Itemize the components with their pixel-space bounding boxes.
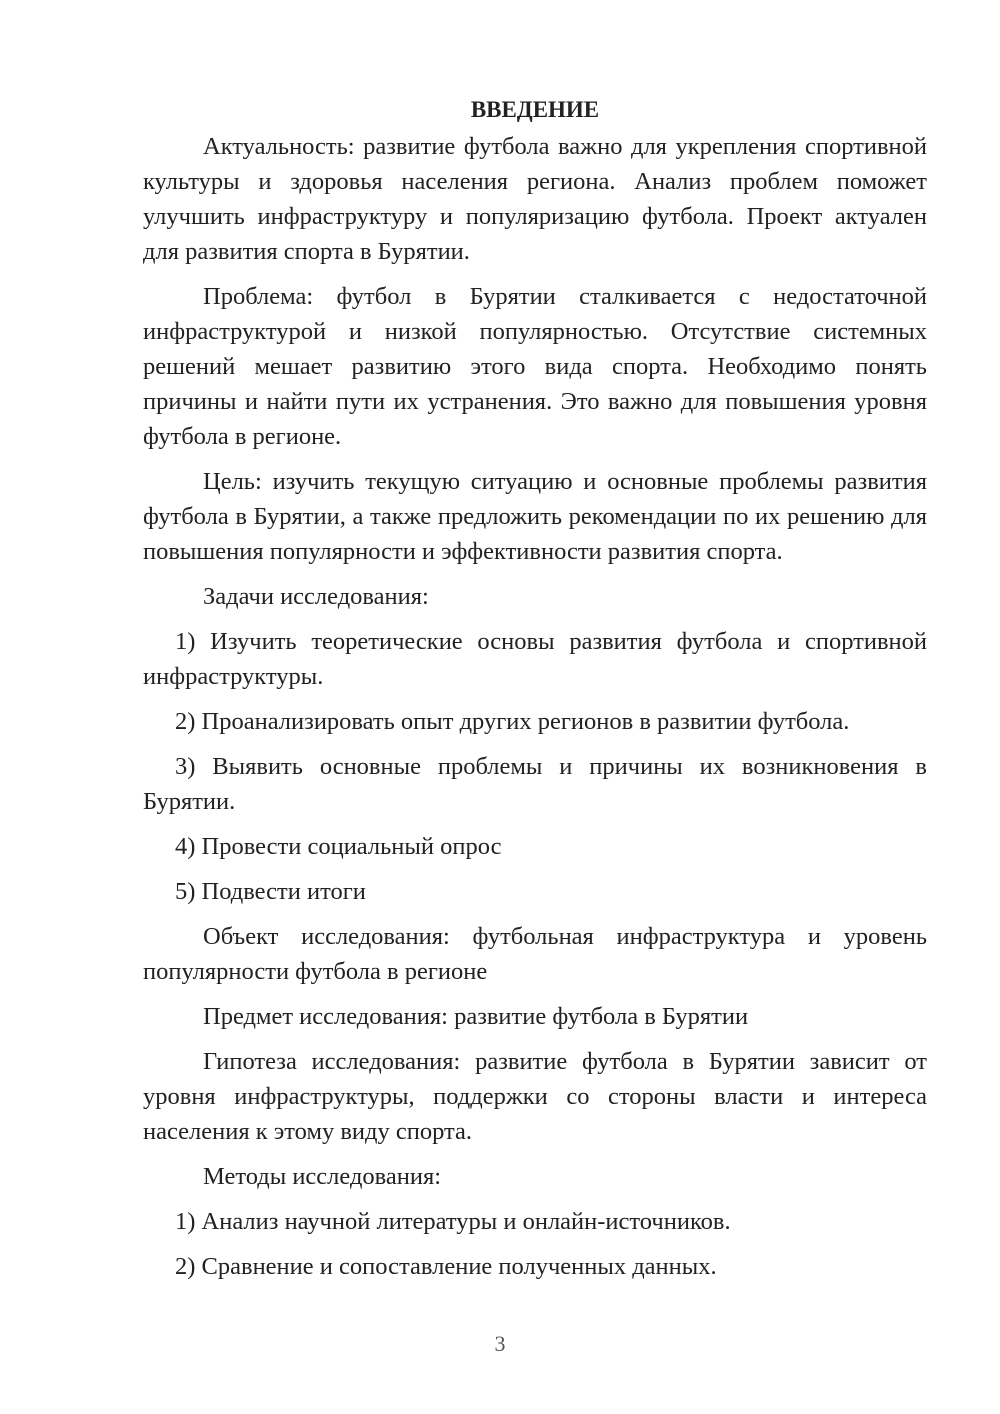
page-content [143,92,927,1294]
paragraph-problem: Проблема: футбол в Бурятии сталкивается с недостаточной инфраструктурой и низкой популярностью. Отсутствие системных решений мешает развитию этого вида спорта. Необходимо понять причины и найти пути их устранения. Это важно для повышения уровня футбола в регионе. [143,283,927,450]
task-item: 2) Проанализировать опыт других регионов в развитии футбола. [175,708,850,735]
tasks-heading: Задачи исследования: [203,583,429,610]
paragraph-goal: Цель: изучить текущую ситуацию и основные проблемы развития футбола в Бурятии, а также предложить рекомендации по их решению для повышения популярности и эффективности развития спорта. [143,468,927,565]
paragraph-hypothesis: Гипотеза исследования: развитие футбола в Бурятии зависит от уровня инфраструктуры, поддержки со стороны власти и интереса населения к этому виду спорта. [143,1048,927,1145]
method-item: 2) Сравнение и сопоставление полученных данных. [175,1253,717,1280]
paragraph-object: Объект исследования: футбольная инфраструктура и уровень популярности футбола в регионе [143,923,927,985]
task-item: 3) Выявить основные проблемы и причины их возникновения в Бурятии. [143,753,927,815]
task-item: 4) Провести социальный опрос [175,833,502,860]
paragraph-subject: Предмет исследования: развитие футбола в Бурятии [203,1003,749,1030]
task-item: 5) Подвести итоги [175,878,366,905]
page-number: 3 [494,1331,506,1356]
paragraph-relevance: Актуальность: развитие футбола важно для укрепления спортивной культуры и здоровья населения региона. Анализ проблем поможет улучшить инфраструктуру и популяризацию футбола. Проект актуален для развития спорта в Бурятии. [143,133,927,265]
section-title: ВВЕДЕНИЕ [470,97,600,122]
task-item: 1) Изучить теоретические основы развития футбола и спортивной инфраструктуры. [143,628,927,690]
method-item: 1) Анализ научной литературы и онлайн-источников. [175,1208,731,1235]
methods-heading: Методы исследования: [203,1163,442,1190]
